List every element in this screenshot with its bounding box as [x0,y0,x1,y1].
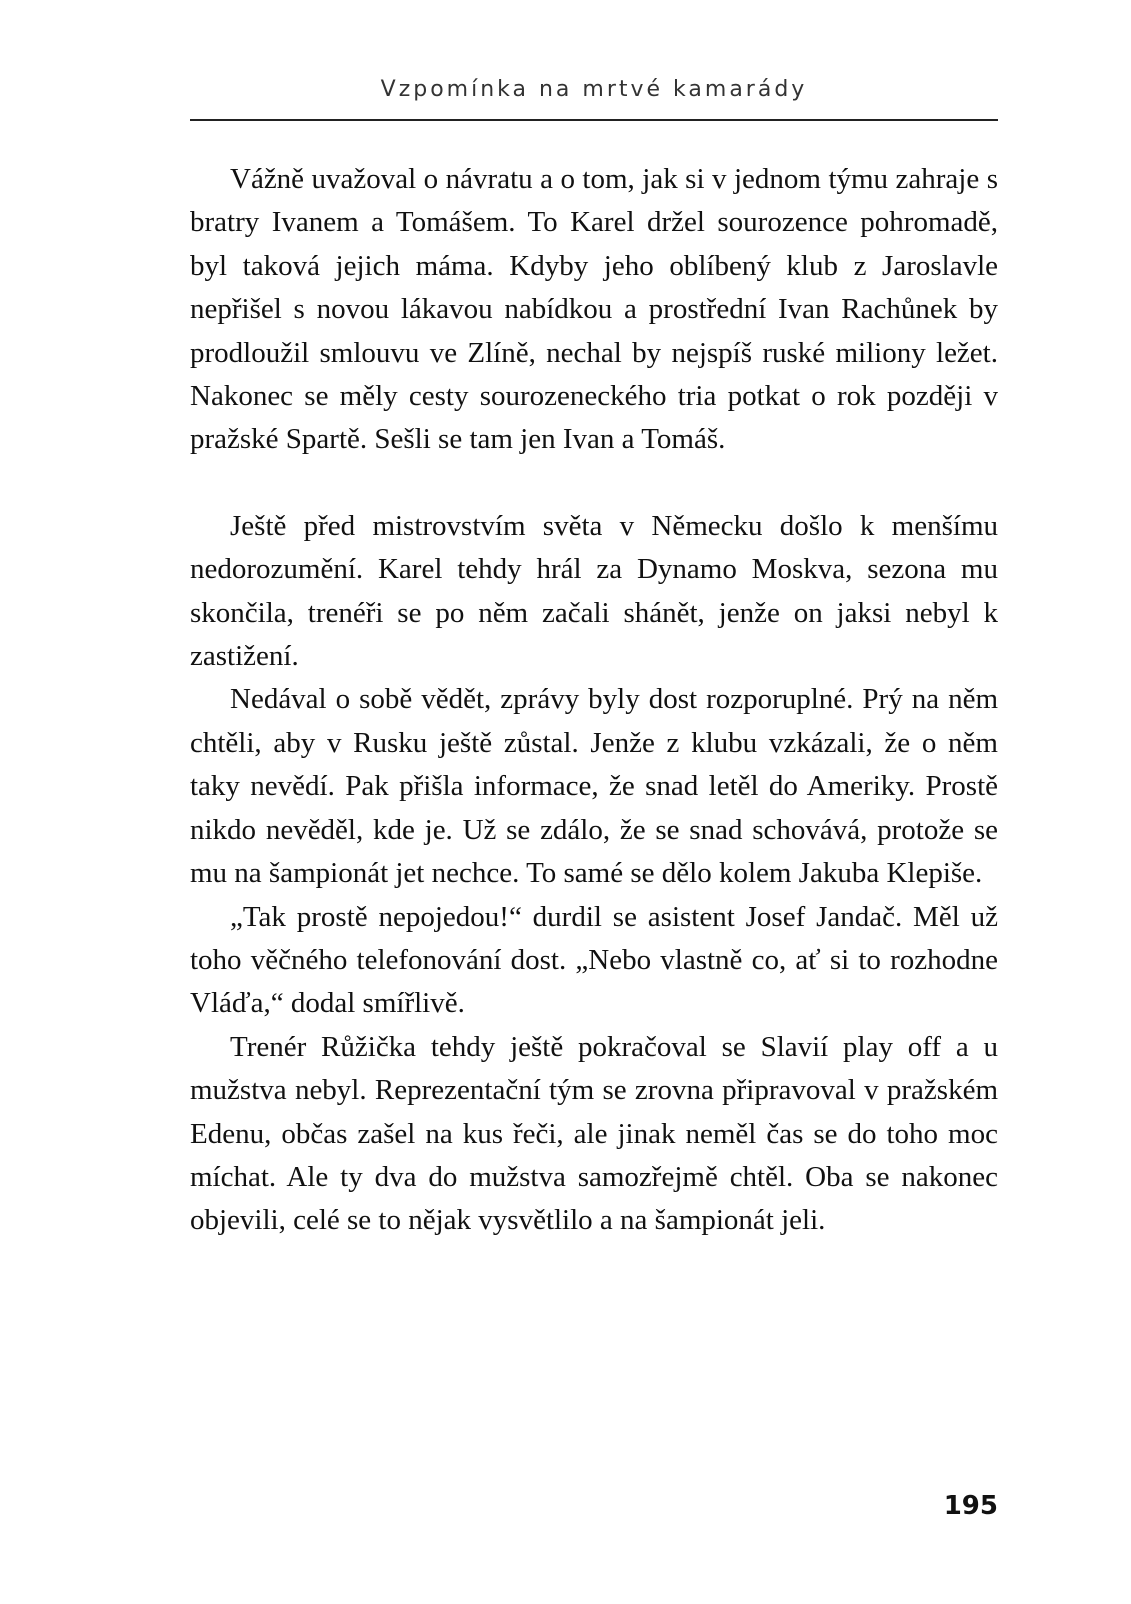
header-divider [190,119,998,121]
paragraph: Vážně uvažoval o návratu a o tom, jak si v jednom týmu zahraje s bratry Ivanem a Tomášem. To Karel držel sourozence pohromadě, byl taková jejich máma. Kdyby jeho oblíbený klub z Jaroslavle nepřišel s novou lákavou nabídkou a prostřední Ivan Rachůnek by prodloužil smlouvu ve Zlíně, nechal by nejspíš ruské miliony ležet. Nakonec se měly cesty sourozeneckého tria potkat o rok později v pražské Spartě. Sešli se tam jen Ivan a Tomáš. [190,163,998,456]
paragraph: „Tak prostě nepojedou!“ durdil se asistent Josef Jandač. Měl už toho věčného telefonování dost. „Nebo vlastně co, ať si to rozhodne Vláďa,“ dodal smířlivě. [190,900,998,1020]
paragraph: Ještě před mistrovstvím světa v Německu došlo k menšímu nedorozumění. Karel tehdy hrál za Dynamo Moskva, sezona mu skončila, trenéři se po něm začali shánět, jenže on jaksi nebyl k zastižení. [190,509,998,673]
paragraph: Nedával o sobě vědět, zprávy byly dost rozporuplné. Prý na něm chtěli, aby v Rusku ještě zůstal. Jenže z klubu vzkázali, že o něm taky nevědí. Pak přišla informace, že snad letěl do Ameriky. Prostě nikdo nevěděl, kde je. Už se zdálo, že se snad schovává, protože se mu na šampionát jet nechce. To samé se dělo kolem Jakuba Klepiše. [190,683,998,890]
body-text [190,158,998,1243]
paragraph: Trenér Růžička tehdy ještě pokračoval se Slavií play off a u mužstva nebyl. Reprezentační tým se zrovna připravoval v pražském Edenu, občas zašel na kus řeči, ale jinak neměl čas se do toho moc míchat. Ale ty dva do mužstva samozřejmě chtěl. Oba se nakonec objevili, celé se to nějak vysvětlilo a na šampionát jeli. [190,1030,998,1237]
page-number: 195 [943,1491,998,1521]
running-header-title: Vzpomínka na mrtvé kamarády [380,77,808,102]
